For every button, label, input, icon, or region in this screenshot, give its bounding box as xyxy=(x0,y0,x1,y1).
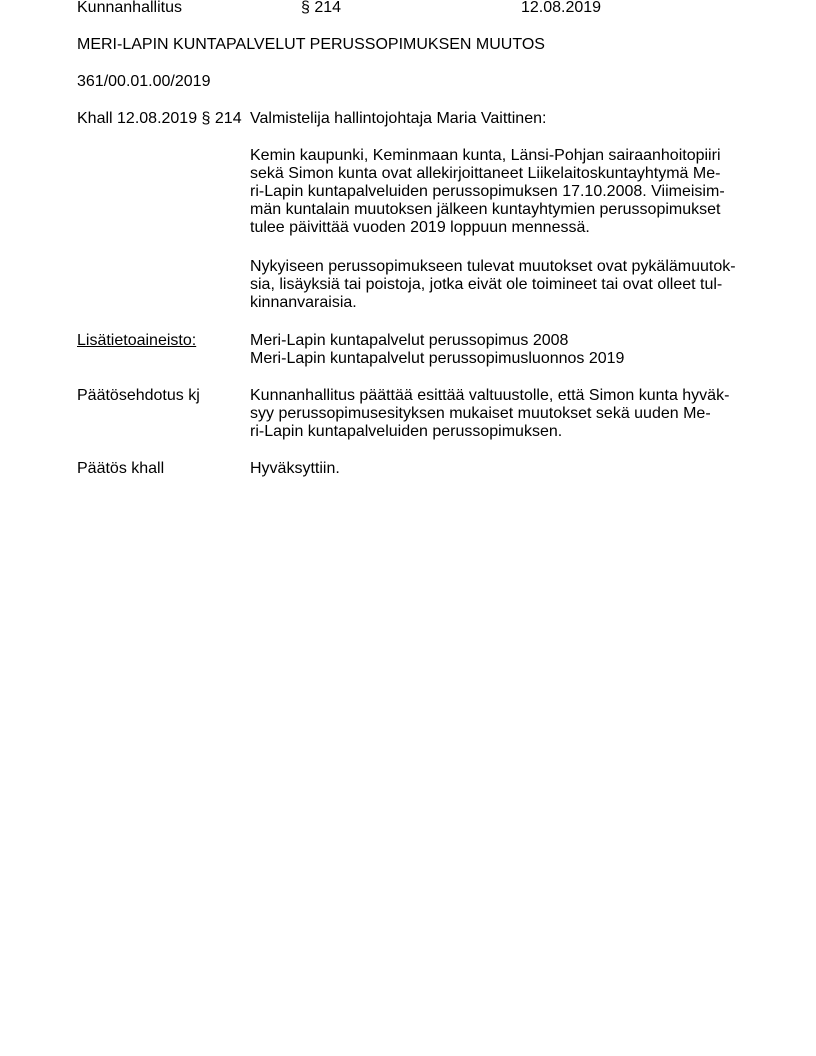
header-body-name: Kunnanhallitus xyxy=(77,0,182,16)
attachments-list xyxy=(250,332,624,368)
paragraph-line: sekä Simon kunta ovat allekirjoittaneet Liikelaitoskuntayhtymä Me- xyxy=(250,165,721,182)
header-section-number: § 214 xyxy=(301,0,342,16)
paragraph-line: Nykyiseen perussopimukseen tulevat muutokset ovat pykälämuutok- xyxy=(250,258,736,275)
proposal-line: Kunnanhallitus päättää esittää valtuustolle, että Simon kunta hyväk- xyxy=(250,387,730,404)
proposal-text xyxy=(250,387,729,441)
paragraph-line: sia, lisäyksiä tai poistoja, jotka eivät ole toimineet tai ovat olleet tul- xyxy=(250,276,723,293)
reference-label: Khall 12.08.2019 § 214 xyxy=(77,110,242,127)
decision-label: Päätös khall xyxy=(77,460,165,477)
paragraph-line: Kemin kaupunki, Keminmaan kunta, Länsi-Pohjan sairaanhoitopiiri xyxy=(250,147,721,164)
paragraph-background xyxy=(250,147,750,237)
document-title: MERI-LAPIN KUNTAPALVELUT PERUSSOPIMUKSEN MUUTOS xyxy=(77,36,545,53)
header-date: 12.08.2019 xyxy=(521,0,602,16)
paragraph-line: ri-Lapin kuntapalveluiden perussopimuksen 17.10.2008. Viimeisim- xyxy=(250,183,725,200)
proposal-line: ri-Lapin kuntapalveluiden perussopimuksen. xyxy=(250,423,563,440)
diary-number: 361/00.01.00/2019 xyxy=(77,73,211,90)
attachment-item: Meri-Lapin kuntapalvelut perussopimus 2008 xyxy=(250,332,569,349)
proposal-label: Päätösehdotus kj xyxy=(77,387,200,404)
attachments-label: Lisätietoaineisto: xyxy=(77,332,197,349)
paragraph-changes xyxy=(250,258,750,312)
paragraph-line: tulee päivittää vuoden 2019 loppuun mennessä. xyxy=(250,219,590,236)
decision-text: Hyväksyttiin. xyxy=(250,460,340,477)
attachment-item: Meri-Lapin kuntapalvelut perussopimusluonnos 2019 xyxy=(250,350,625,367)
proposal-line: syy perussopimusesityksen mukaiset muutokset sekä uuden Me- xyxy=(250,405,711,422)
paragraph-line: kinnanvaraisia. xyxy=(250,294,357,311)
paragraph-line: män kuntalain muutoksen jälkeen kuntayhtymien perussopimukset xyxy=(250,201,721,218)
preparer-line: Valmistelija hallintojohtaja Maria Vaittinen: xyxy=(250,110,547,127)
